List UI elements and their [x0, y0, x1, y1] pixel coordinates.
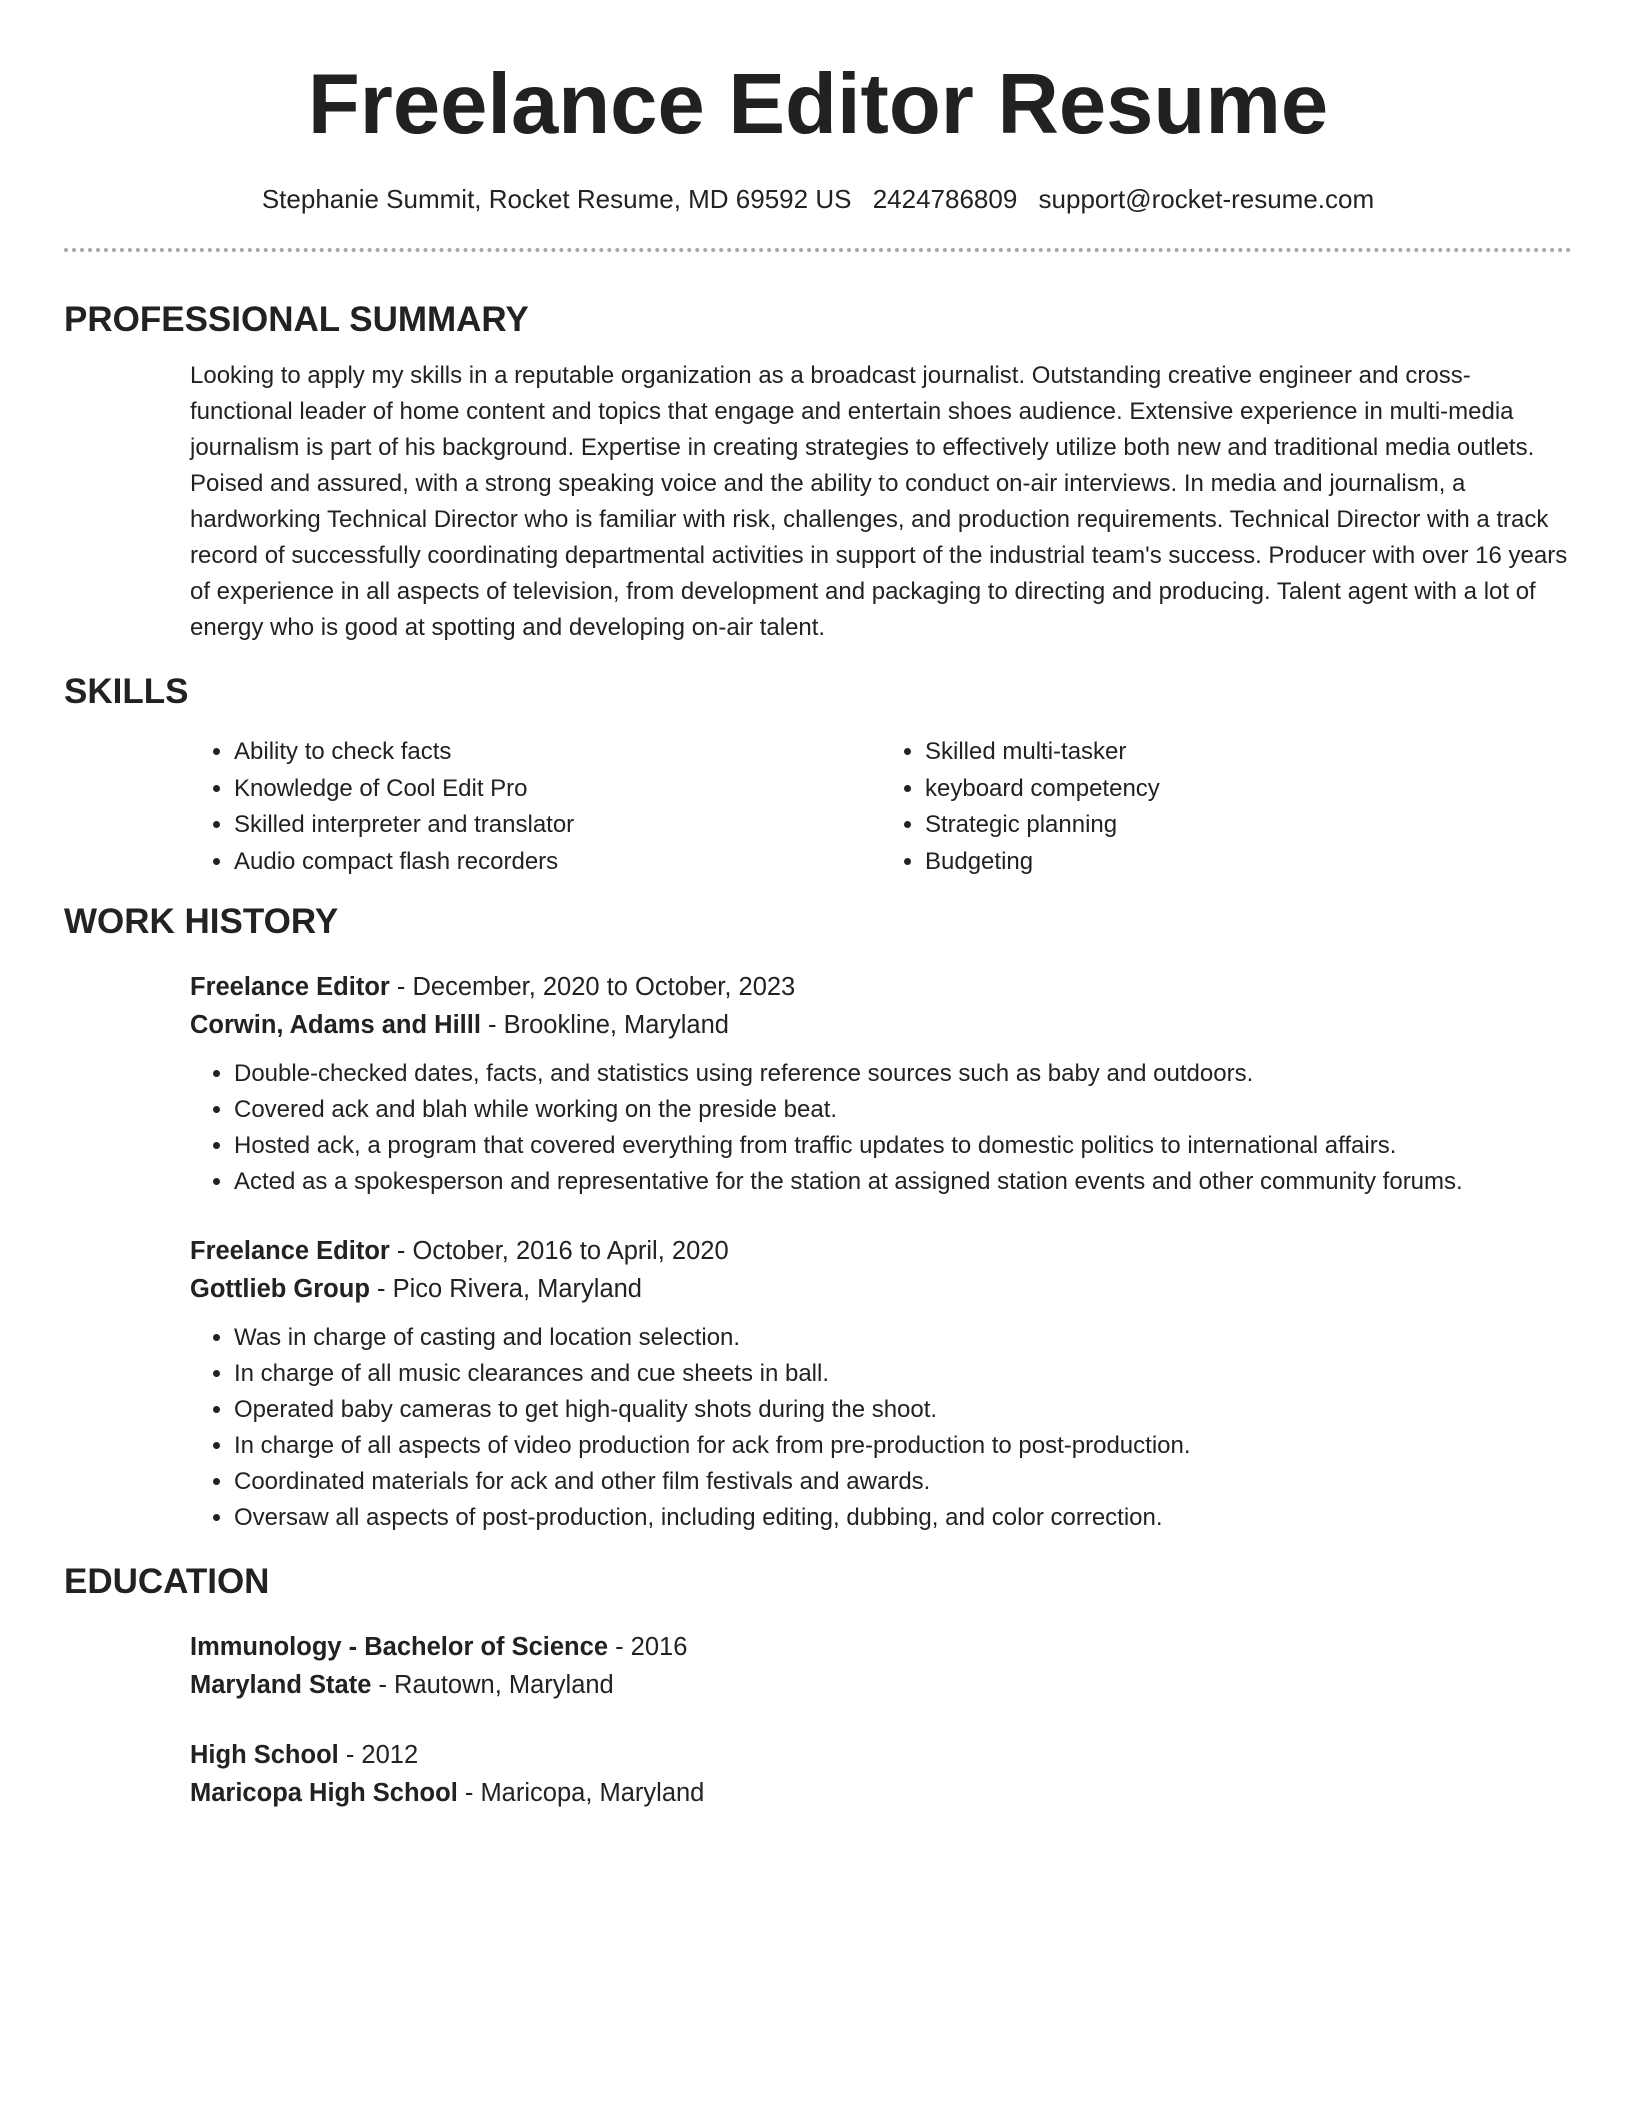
- skills-grid: [190, 734, 1572, 880]
- skill-item: • Budgeting: [925, 844, 1572, 881]
- job-bullet: • In charge of all aspects of video production for ack from pre-production to post-production.: [234, 1428, 1572, 1464]
- education-degree-line: [190, 1628, 1572, 1666]
- skill-item: • Audio compact flash recorders: [234, 844, 881, 881]
- job-bullet: • Operated baby cameras to get high-quality shots during the shoot.: [234, 1392, 1572, 1428]
- education-heading: EDUCATION: [64, 1562, 270, 1601]
- education-degree-line: [190, 1736, 1572, 1774]
- skill-item: • Strategic planning: [925, 807, 1572, 844]
- skills-list-right: [881, 734, 1572, 880]
- skill-item: • keyboard competency: [925, 771, 1572, 808]
- header-divider: [64, 248, 1572, 252]
- job-company: Gottlieb Group: [190, 1275, 370, 1303]
- job-bullet: • Coordinated materials for ack and other film festivals and awards.: [234, 1464, 1572, 1500]
- job-title: Freelance Editor: [190, 973, 390, 1001]
- education-degree: Immunology - Bachelor of Science: [190, 1633, 608, 1661]
- skill-item: • Knowledge of Cool Edit Pro: [234, 771, 881, 808]
- job-company: Corwin, Adams and Hilll: [190, 1011, 481, 1039]
- job-location: - Brookline, Maryland: [480, 1011, 729, 1039]
- education-year: - 2016: [608, 1633, 688, 1661]
- resume-title: Freelance Editor Resume: [307, 57, 1329, 152]
- job-entry: [190, 968, 1572, 1200]
- skill-item: • Ability to check facts: [234, 734, 881, 771]
- summary-text: Looking to apply my skills in a reputable organization as a broadcast journalist. Outstanding creative engineer and cross-functional leader of home content and topics that engage and entertain shoes audience. Extensive experience in multi-media journalism is part of his background. Expertise in creating strategies to effectively utilize both new and traditional media outlets. Poised and assured, with a strong speaking voice and the ability to conduct on-air interviews. In media and journalism, a hardworking Technical Director who is familiar with risk, challenges, and production requirements. Technical Director with a track record of successfully coordinating departmental activities in support of the industrial team's success. Producer with over 16 years of experience in all aspects of television, from development and packaging to directing and producing. Talent agent with a lot of energy who is good at spotting and developing on-air talent.: [190, 362, 1568, 641]
- skill-item: • Skilled interpreter and translator: [234, 807, 881, 844]
- summary-heading: PROFESSIONAL SUMMARY: [64, 300, 529, 339]
- job-company-line: [190, 1270, 1572, 1308]
- job-title-line: [190, 968, 1572, 1006]
- job-bullet: • Hosted ack, a program that covered everything from traffic updates to domestic politics to international affairs.: [234, 1128, 1572, 1164]
- education-location: - Rautown, Maryland: [371, 1671, 614, 1699]
- skill-item: • Skilled multi-tasker: [925, 734, 1572, 771]
- job-bullet: • Oversaw all aspects of post-production, including editing, dubbing, and color correction.: [234, 1500, 1572, 1536]
- job-title: Freelance Editor: [190, 1237, 390, 1265]
- job-bullet: • Acted as a spokesperson and representative for the station at assigned station events and other community forums.: [234, 1164, 1572, 1200]
- job-company-line: [190, 1006, 1572, 1044]
- education-school: Maricopa High School: [190, 1779, 458, 1807]
- education-school-line: [190, 1666, 1572, 1704]
- contact-address: Stephanie Summit, Rocket Resume, MD 69592 US: [261, 184, 852, 214]
- education-school: Maryland State: [190, 1671, 372, 1699]
- job-entry: [190, 1232, 1572, 1536]
- education-entry: [190, 1736, 1572, 1812]
- job-bullet: • In charge of all music clearances and cue sheets in ball.: [234, 1356, 1572, 1392]
- job-location: - Pico Rivera, Maryland: [369, 1275, 642, 1303]
- job-dates: - December, 2020 to October, 2023: [389, 973, 796, 1001]
- job-bullet: • Was in charge of casting and location selection.: [234, 1320, 1572, 1356]
- education-degree: High School: [190, 1741, 339, 1769]
- skills-heading: SKILLS: [64, 672, 189, 711]
- resume-page: [64, 0, 1572, 1812]
- job-title-line: [190, 1232, 1572, 1270]
- job-dates: - October, 2016 to April, 2020: [389, 1237, 729, 1265]
- contact-email: support@rocket-resume.com: [1038, 184, 1375, 214]
- job-bullet: • Double-checked dates, facts, and statistics using reference sources such as baby and outdoors.: [234, 1056, 1572, 1092]
- education-entry: [190, 1628, 1572, 1704]
- job-bullets: [190, 1320, 1572, 1536]
- skills-list-left: [190, 734, 881, 880]
- education-school-line: [190, 1774, 1572, 1812]
- work-history-heading: WORK HISTORY: [64, 902, 339, 941]
- education-location: - Maricopa, Maryland: [457, 1779, 705, 1807]
- job-bullets: [190, 1056, 1572, 1200]
- contact-line: [64, 182, 1572, 216]
- education-year: - 2012: [338, 1741, 419, 1769]
- contact-phone: 2424786809: [872, 184, 1018, 214]
- job-bullet: • Covered ack and blah while working on the preside beat.: [234, 1092, 1572, 1128]
